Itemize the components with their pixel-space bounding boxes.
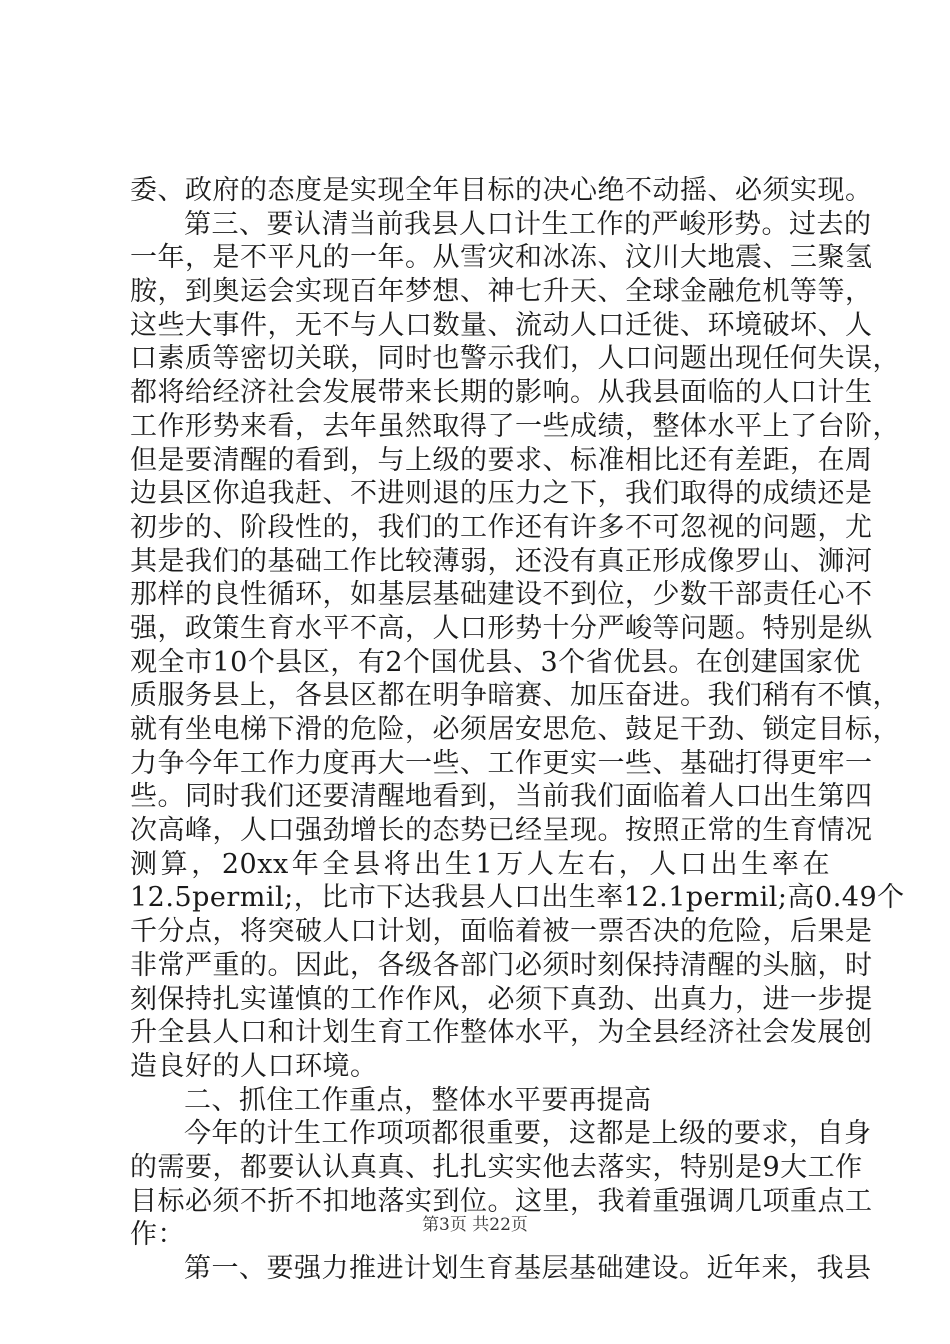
text-line: 质服务县上，各县区都在明争暗赛、加压奋进。我们稍有不慎， <box>130 680 900 712</box>
text-line: 造良好的人口环境。 <box>130 1050 378 1082</box>
text-line: 就有坐电梯下滑的危险，必须居安思危、鼓足干劲、锁定目标， <box>130 714 900 745</box>
text-line: 非常严重的。因此，各级各部门必须时刻保持清醒的头脑，时 <box>130 949 873 981</box>
text-line: 一年，是不平凡的一年。从雪灾和冰冻、汶川大地震、三聚氢 <box>130 242 873 274</box>
text-line: 那样的良性循环，如基层基础建设不到位，少数干部责任心不 <box>130 579 873 611</box>
text-line: 升全县人口和计划生育工作整体水平，为全县经济社会发展创 <box>130 1017 873 1049</box>
document-body <box>130 174 905 1286</box>
text-line: 二、抓住工作重点，整体水平要再提高 <box>184 1084 652 1116</box>
text-line: 这些大事件，无不与人口数量、流动人口迁徙、环境破坏、人 <box>130 309 873 341</box>
text-line: 但是要清醒的看到，与上级的要求、标准相比还有差距，在周 <box>130 444 873 476</box>
text-line: 初步的、阶段性的，我们的工作还有许多不可忽视的问题，尤 <box>130 511 873 543</box>
text-line: 其是我们的基础工作比较薄弱，还没有真正形成像罗山、浉河 <box>130 545 873 577</box>
text-line: 些。同时我们还要清醒地看到，当前我们面临着人口出生第四 <box>130 781 873 813</box>
text-line: 测算，20xx年全县将出生1万人左右，人口出生率在 <box>130 848 830 880</box>
text-line: 第三、要认清当前我县人口计生工作的严峻形势。过去的 <box>184 208 872 240</box>
text-line: 力争今年工作力度再大一些、工作更实一些、基础打得更牢一 <box>130 747 873 779</box>
text-line: 强，政策生育水平不高，人口形势十分严峻等问题。特别是纵 <box>130 612 873 644</box>
text-line: 今年的计生工作项项都很重要，这都是上级的要求，自身 <box>184 1118 872 1150</box>
text-line: 观全市10个县区，有2个国优县、3个省优县。在创建国家优 <box>130 646 861 678</box>
text-line: 口素质等密切关联，同时也警示我们，人口问题出现任何失误， <box>130 343 900 375</box>
text-line: 委、政府的态度是实现全年目标的决心绝不动摇、必须实现。 <box>130 175 873 206</box>
text-line: 边县区你追我赶、不进则退的压力之下，我们取得的成绩还是 <box>130 478 873 510</box>
text-line: 目标必须不折不扣地落实到位。这里，我着重强调几项重点工 <box>130 1185 873 1217</box>
text-line: 刻保持扎实谨慎的工作作风，必须下真劲、出真力，进一步提 <box>130 983 873 1015</box>
page-footer: 第3页 共22页 <box>422 1215 528 1235</box>
text-line: 胺，到奥运会实现百年梦想、神七升天、全球金融危机等等， <box>130 276 873 308</box>
text-line: 都将给经济社会发展带来长期的影响。从我县面临的人口计生 <box>130 377 873 409</box>
text-line: 工作形势来看，去年虽然取得了一些成绩，整体水平上了台阶， <box>130 410 900 442</box>
text-line: 次高峰，人口强劲增长的态势已经呈现。按照正常的生育情况 <box>130 815 873 847</box>
text-line: 千分点，将突破人口计划，面临着被一票否决的危险，后果是 <box>130 916 873 948</box>
text-line: 的需要，都要认认真真、扎扎实实他去落实，特别是9大工作 <box>130 1151 863 1183</box>
text-line: 12.5permil;，比市下达我县人口出生率12.1permil;高0.49个 <box>130 882 905 914</box>
text-line: 作： <box>130 1219 185 1251</box>
text-line: 第一、要强力推进计划生育基层基础建设。近年来，我县 <box>184 1253 872 1284</box>
